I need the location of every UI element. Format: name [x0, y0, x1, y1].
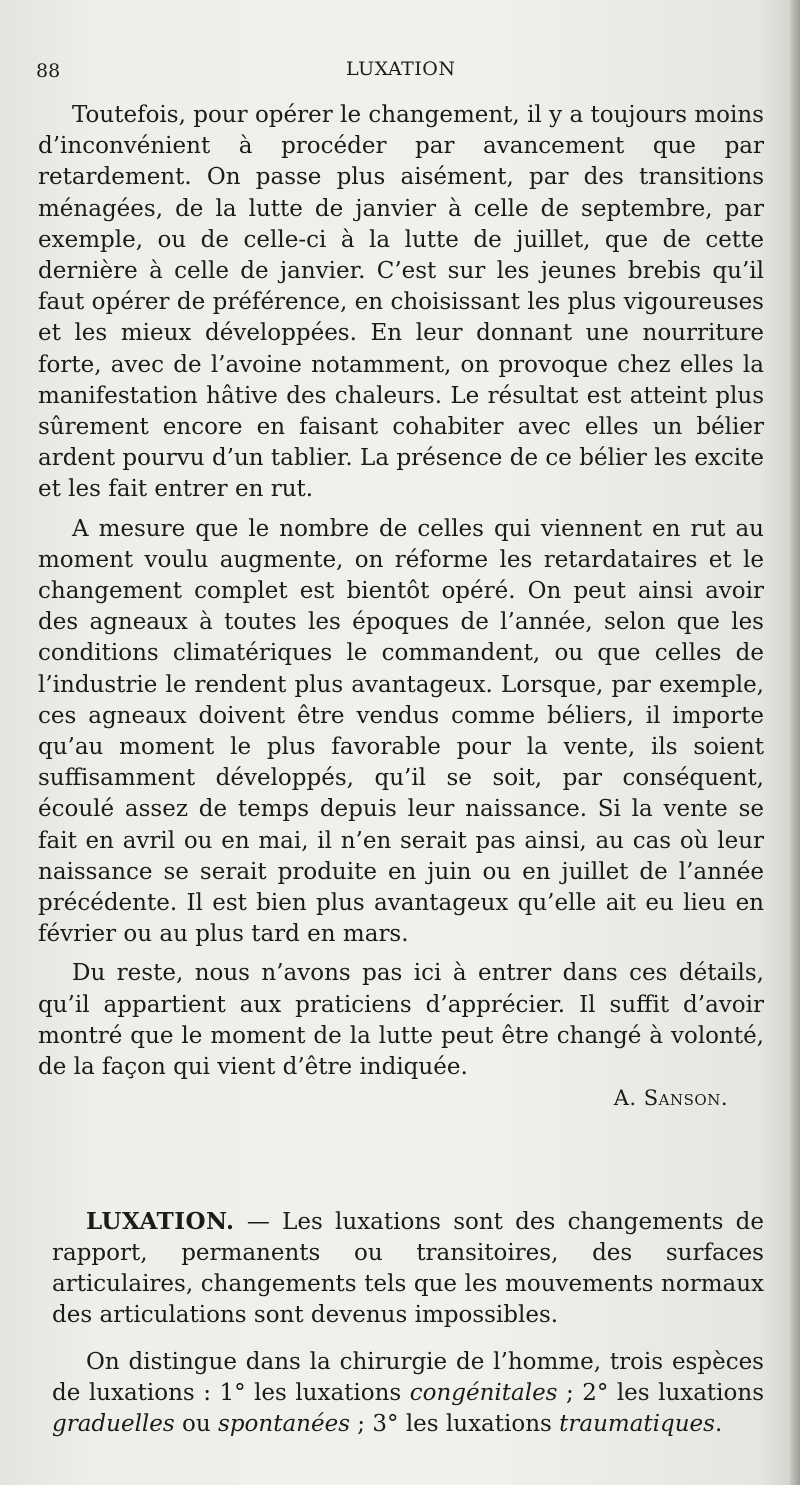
classification-text-start: On distingue dans la chirurgie de l’homme, trois espèces de luxations : 1° les luxations [52, 1349, 764, 1406]
article-body [38, 100, 764, 1115]
entry-heading: LUXATION. [86, 1208, 235, 1235]
classification-text-end: . [714, 1411, 723, 1437]
page-number: 88 [36, 60, 61, 82]
classification-text-mid1: ; 2° les luxations [557, 1380, 764, 1406]
running-head: LUXATION [346, 58, 456, 80]
entry-luxation [52, 1206, 764, 1440]
paragraph-conclusion: Du reste, nous n’avons pas ici à entrer dans ces détails, qu’il appartient aux praticiens d’apprécier. Il suffit d’avoir montré que le moment de la lutte peut être changé à volonté, de la façon qui vient d’être indiquée. [38, 960, 764, 1081]
entry-intro-text: — Les luxations sont des changements de rapport, permanents ou transitoires, des surfaces articulaires, changements tels que les mouvements normaux des articulations sont devenus impossibles. [52, 1209, 764, 1328]
term-graduelles: graduelles [52, 1411, 175, 1437]
classification-text-mid2: ou [174, 1411, 219, 1437]
page-header [36, 58, 762, 88]
term-congenitales: congénitales [409, 1380, 558, 1406]
classification-text-mid3: ; 3° les luxations [350, 1411, 560, 1437]
page-spine-shadow [790, 0, 800, 1485]
paragraph-changement: Toutefois, pour opérer le changement, il y a toujours moins d’inconvénient à procéder par avancement que par retardement. On passe plus aisément, par des transitions ménagées, de la lutte de janvier à celle de septembre, par exemple, ou de celle-ci à la lutte de juillet, que de cette dernière à celle de janvier. C’est sur les jeunes brebis qu’il faut opérer de préférence, en choisissant les plus vigoureuses et les mieux développées. En leur donnant une nourriture forte, avec de l’avoine notamment, on provoque chez elles la manifestation hâtive des chaleurs. Le résultat est atteint plus sûrement encore en faisant cohabiter avec elles un bélier ardent pourvu d’un tablier. La présence de ce bélier les excite et les fait entrer en rut. [38, 102, 764, 503]
author-signature: A. Sanson. [613, 1086, 728, 1111]
term-traumatiques: traumatiques [559, 1411, 715, 1437]
entry-definition [52, 1206, 764, 1331]
paragraph-agneaux: A mesure que le nombre de celles qui viennent en rut au moment voulu augmente, on réforme les retardataires et le changement complet est bientôt opéré. On peut ainsi avoir des agneaux à toutes les époques de l’année, selon que les conditions climatériques le commandent, ou que celles de l’industrie le rendent plus avantageux. Lorsque, par exemple, ces agneaux doivent être vendus comme béliers, il importe qu’au moment le plus favorable pour la vente, ils soient suffisamment développés, qu’il se soit, par conséquent, écoulé assez de temps depuis leur naissance. Si la vente se fait en avril ou en mai, il n’en serait pas ainsi, au cas où leur naissance se serait produite en juin ou en juillet de l’année précédente. Il est bien plus avantageux qu’elle ait eu lieu en février ou au plus tard en mars. [38, 515, 764, 948]
entry-classification [52, 1347, 764, 1440]
term-spontanees: spontanées [218, 1411, 350, 1437]
